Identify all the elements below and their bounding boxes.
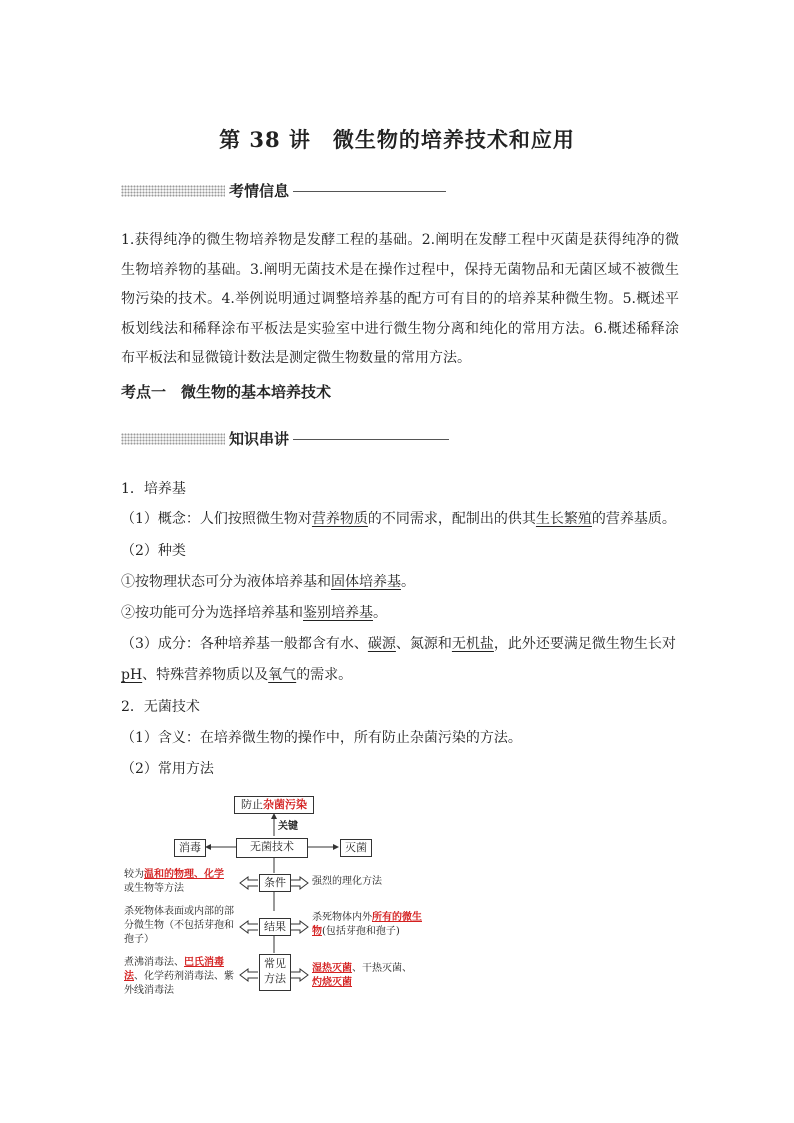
sterilization-condition: 强烈的理化方法 (312, 876, 382, 887)
page-title: 第 38 讲 微生物的培养技术和应用 (219, 127, 575, 152)
answer-blank: pH (121, 667, 143, 683)
sterilization-methods: 湿热灭菌、干热灭菌、 灼烧灭菌 (312, 963, 412, 988)
section-rule (293, 191, 446, 192)
disinfection-result: 杀死物体表面或内部的部分微生物（不包括芽孢和孢子） (124, 906, 234, 945)
answer-blank: 营养物质 (311, 511, 368, 527)
answer-blank: 固体培养基 (331, 574, 401, 590)
result-box: 结果 (259, 918, 291, 936)
sterilization-result: 杀死物体内外所有的微生物(包括芽孢和孢子) (312, 912, 422, 937)
condition-box: 条件 (259, 874, 291, 892)
kinds-line: （2）种类 (121, 543, 186, 559)
composition-line-2: pH、特殊营养物质以及氧气的需求。 (121, 667, 353, 683)
disinfection-methods: 煮沸消毒法、巴氏消毒法、化学药剂消毒法、紫外线消毒法 (124, 957, 234, 996)
answer-blank: 鉴别培养基 (303, 605, 373, 621)
disinfection-box: 消毒 (174, 839, 206, 857)
exam-info-text: 1.获得纯净的微生物培养物是发酵工程的基础。2.阐明在发酵工程中灭菌是获得纯净的微生物培养物的基础。3.阐明无菌技术是在操作过程中，保持无菌物品和无菌区域不被微生物污染的技术。4.举例说明通过调整培养基的配方可有目的的培养某种微生物。5.概述平板划线法和稀释涂布平板法是实验室中进行微生物分离和纯化的常用方法。6.概述稀释涂布平板法和显微镜计数法是测定微生物数量的常用方法。 (121, 232, 679, 366)
concept-line: （1）概念：人们按照微生物对营养物质的不同需求，配制出的供其生长繁殖的营养基质。 (121, 511, 676, 527)
composition-line: （3）成分：各种培养基一般都含有水、碳源、氮源和无机盐，此外还要满足微生物生长对 (121, 636, 676, 652)
methods-line: （2）常用方法 (121, 761, 214, 777)
heading-aseptic: 2．无菌技术 (121, 699, 200, 715)
disinfection-condition: 较为温和的物理、化学 或生物等方法 (124, 869, 224, 894)
kind-function-line: ②按功能可分为选择培养基和鉴别培养基。 (121, 605, 387, 621)
kaodian-heading: 考点一 微生物的基本培养技术 (121, 383, 332, 401)
section-label: 考情信息 (229, 182, 290, 200)
kind-physical-line: ①按物理状态可分为液体培养基和固体培养基。 (121, 574, 415, 590)
meaning-line: （1）含义：在培养微生物的操作中，所有防止杂菌污染的方法。 (121, 730, 522, 746)
sterilization-box: 灭菌 (340, 839, 372, 857)
aseptic-technique-box: 无菌技术 (236, 838, 308, 858)
heading-medium: 1．培养基 (121, 481, 186, 497)
section-header-knowledge (121, 430, 449, 452)
answer-blank: 无机盐 (451, 636, 494, 652)
section-header-exam-info (121, 182, 446, 204)
answer-blank: 氧气 (268, 667, 297, 683)
aseptic-technique-diagram (118, 788, 438, 1010)
section-label: 知识串讲 (229, 430, 290, 448)
common-methods-box: 常见方法 (259, 954, 291, 991)
dotted-bar (121, 433, 225, 445)
answer-blank: 生长繁殖 (535, 511, 592, 527)
section-rule (293, 439, 449, 440)
key-label: 关键 (278, 821, 298, 832)
dotted-bar (121, 185, 225, 197)
answer-blank: 碳源 (367, 636, 396, 652)
prevent-contamination-box: 防止杂菌污染 (234, 796, 314, 814)
